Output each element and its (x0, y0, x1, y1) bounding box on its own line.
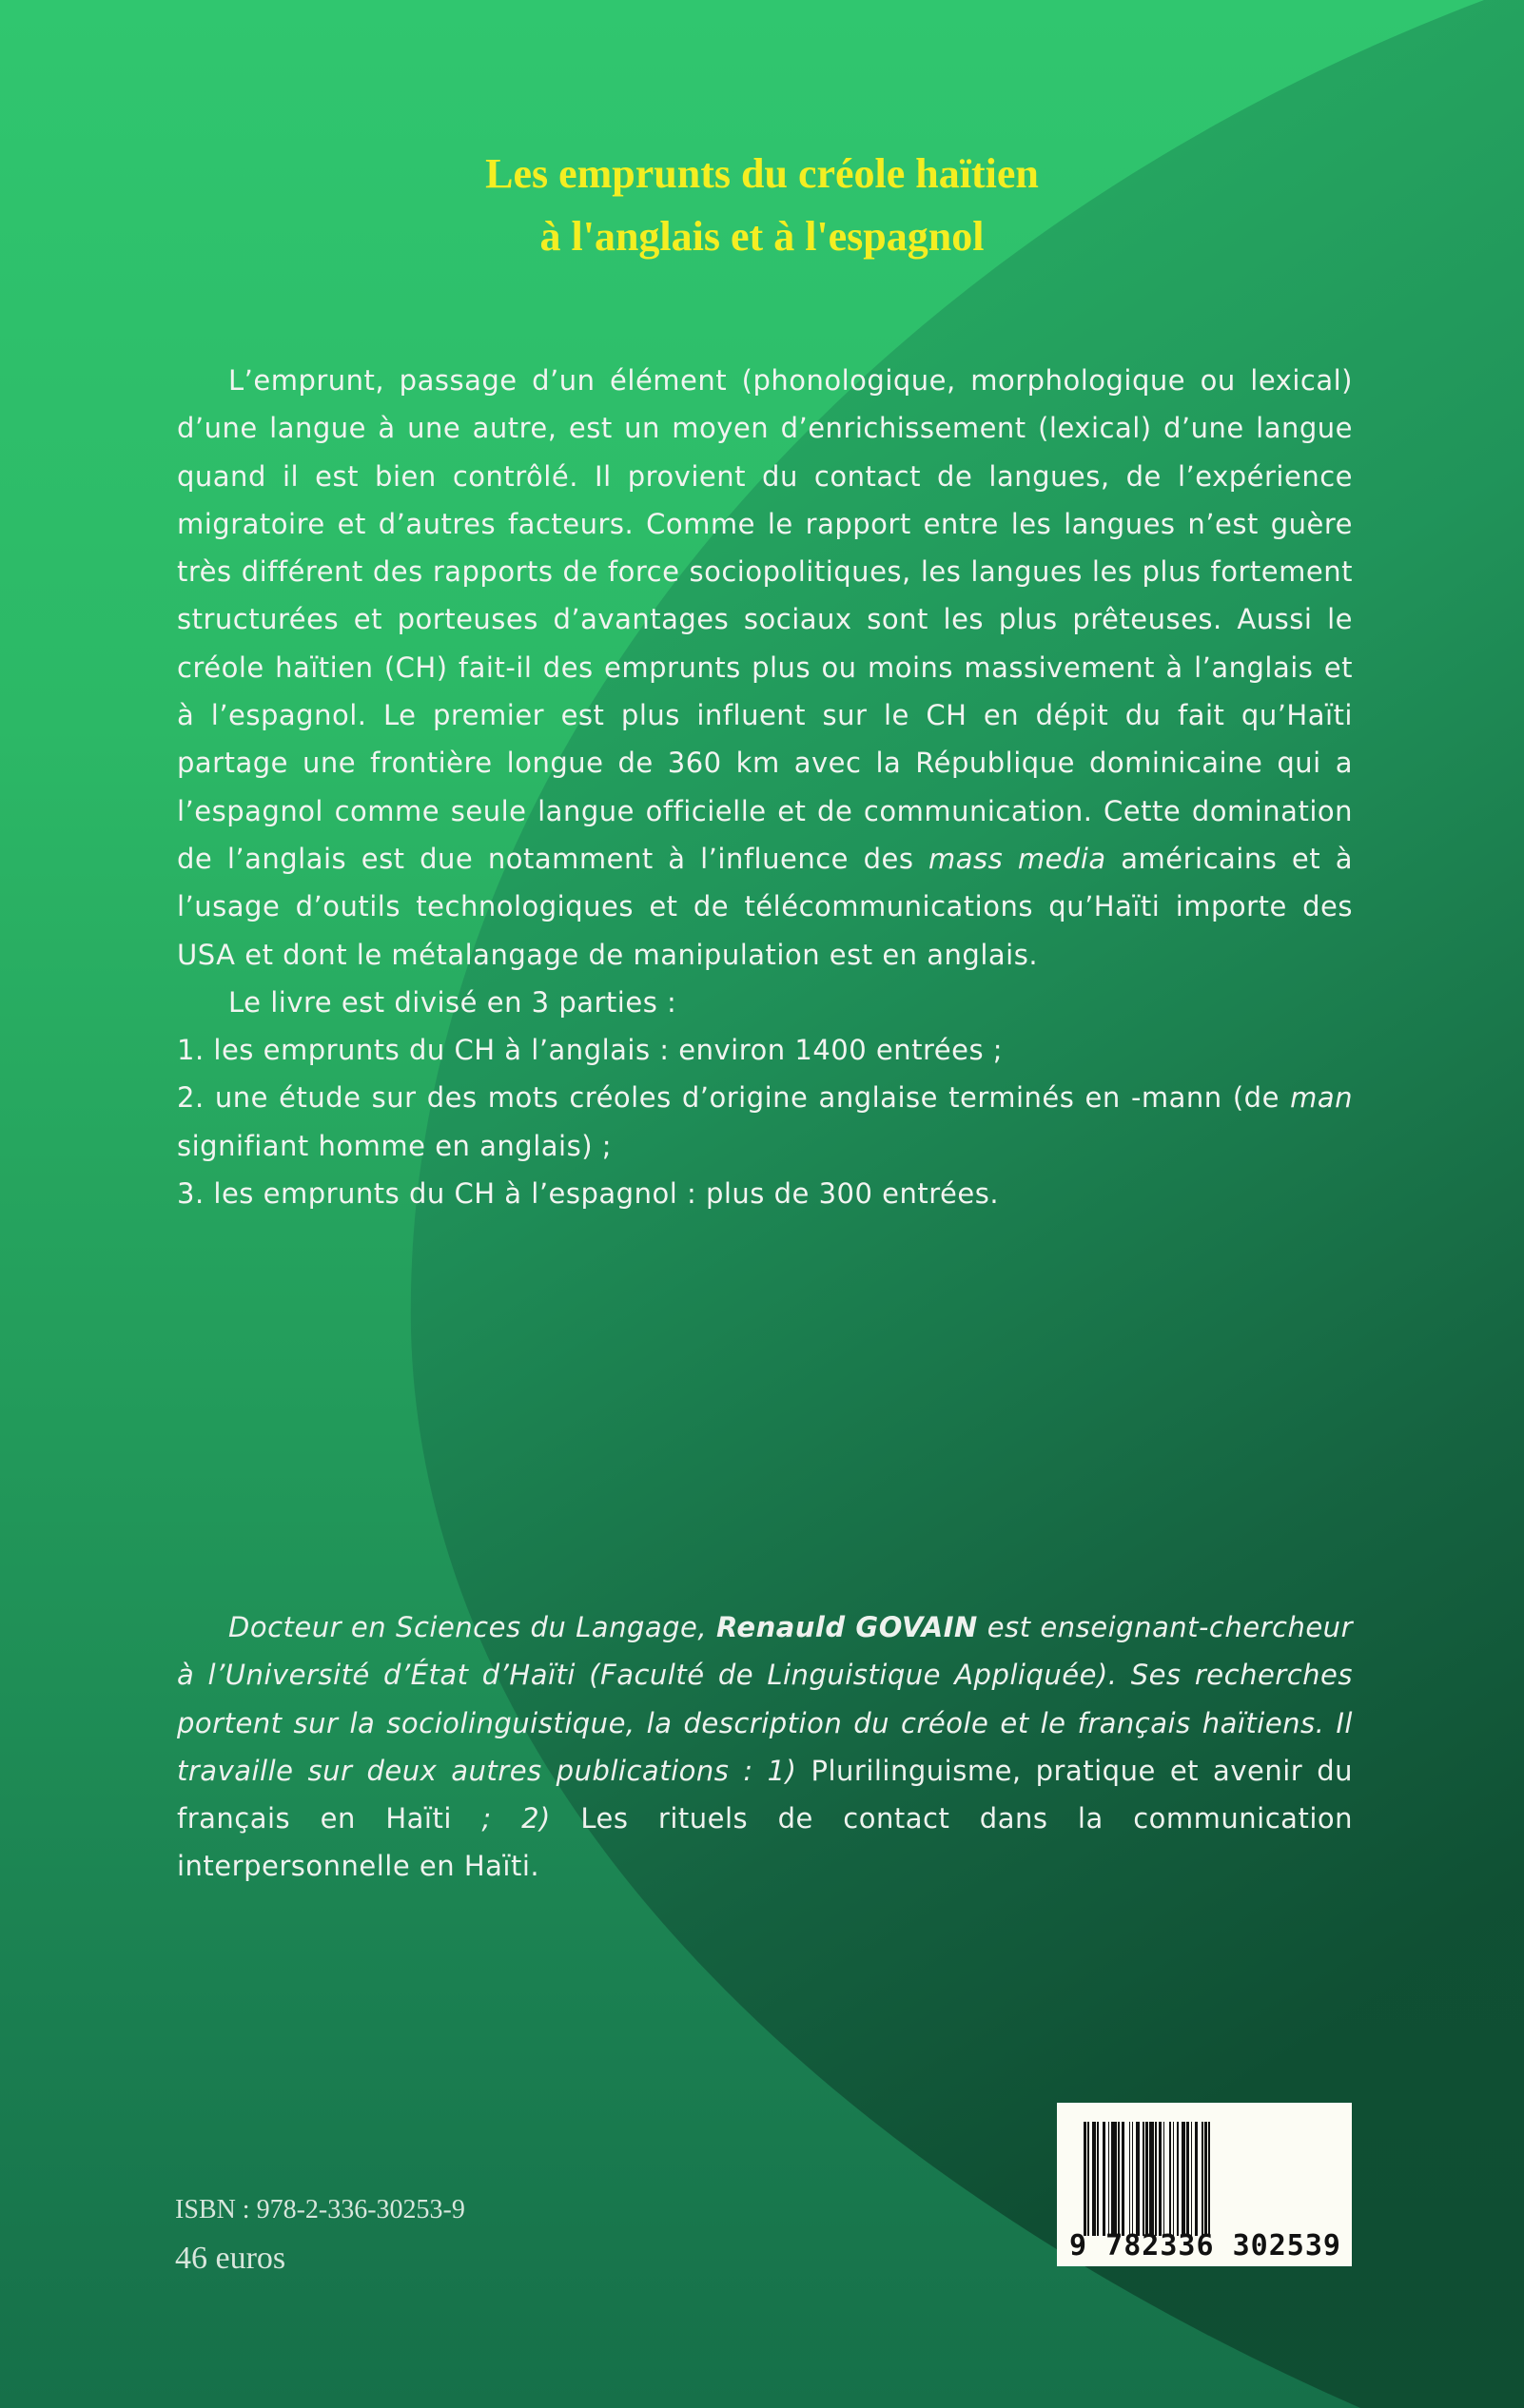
item2-italic: man (1290, 1081, 1353, 1115)
book-summary (177, 357, 1353, 1217)
summary-text: L’emprunt, passage d’un élément (phonologique, morphologique ou lexical) d’une langue à une autre, est un moyen d’enrichissement (lexical) d’une langue quand il est bien contrôlé. Il provient du contact de langues, de l’expérience migratoire et d’autres facteurs. Comme le rapport entre les langues n’est guère très différent des rapports de force sociopolitiques, les langues les plus fortement structurées et porteuses d’avantages sociaux sont les plus prêteuses. Aussi le créole haïtien (CH) fait-il des emprunts plus ou moins massivement à l’anglais et à l’espagnol. Le premier est plus influent sur le CH en dépit du fait qu’Haïti partage une frontière longue de 360 km avec la République dominicaine qui a l’espagnol comme seule langue officielle et de communication. Cette domination de l’anglais est due notamment à l’influence des (177, 364, 1353, 875)
price: 46 euros (175, 2241, 286, 2276)
barcode-bar (1210, 2122, 1213, 2236)
title-line-2: à l'anglais et à l'espagnol (539, 213, 985, 260)
barcode-bars (1084, 2122, 1325, 2236)
bio-text-d: . (530, 1850, 540, 1883)
barcode (1057, 2103, 1352, 2266)
bio-text-c: ; 2) (451, 1802, 581, 1835)
bio-text-a: Docteur en Sciences du Langage, (228, 1611, 717, 1643)
summary-italic: mass media (928, 842, 1106, 875)
list-item-2 (177, 1074, 1353, 1170)
list-item-1: 1. les emprunts du CH à l’anglais : environ 1400 entrées ; (177, 1034, 1004, 1067)
author-bio (177, 1603, 1353, 1891)
author-name: Renauld GOVAIN (716, 1611, 978, 1643)
publication-1: Plurilinguisme, pratique et avenir du français en Haïti (177, 1754, 1353, 1835)
bio-paragraph (177, 1603, 1353, 1891)
isbn: ISBN : 978-2-336-30253-9 (175, 2195, 465, 2224)
barcode-number: 9 782336 302539 (1069, 2229, 1341, 2262)
summary-paragraph (177, 357, 1353, 979)
bio-text-b: est enseignant-chercheur à l’Université d’État d’Haïti (Faculté de Linguistique Appliquée). Ses recherches portent sur la sociolinguistique, la description du créole et le français haïtiens. Il travaille sur deux autres publications : 1) (177, 1611, 1353, 1787)
publication-2: Les rituels de contact dans la communication interpersonnelle en Haïti (177, 1802, 1353, 1883)
title-line-1: Les emprunts du créole haïtien (485, 150, 1039, 197)
list-item-3: 3. les emprunts du CH à l’espagnol : plus de 300 entrées. (177, 1177, 1000, 1211)
summary-text-end: américains et à l’usage d’outils technologiques et de télécommunications qu’Haïti importe des USA et dont le métalangage de manipulation est en anglais. (177, 842, 1353, 971)
item2-text: 2. une étude sur des mots créoles d’origine anglaise terminés en -mann (de (177, 1081, 1291, 1115)
item2-text-end: signifiant homme en anglais) ; (177, 1129, 612, 1162)
book-title (0, 143, 1524, 268)
parts-intro: Le livre est divisé en 3 parties : (228, 985, 677, 1019)
